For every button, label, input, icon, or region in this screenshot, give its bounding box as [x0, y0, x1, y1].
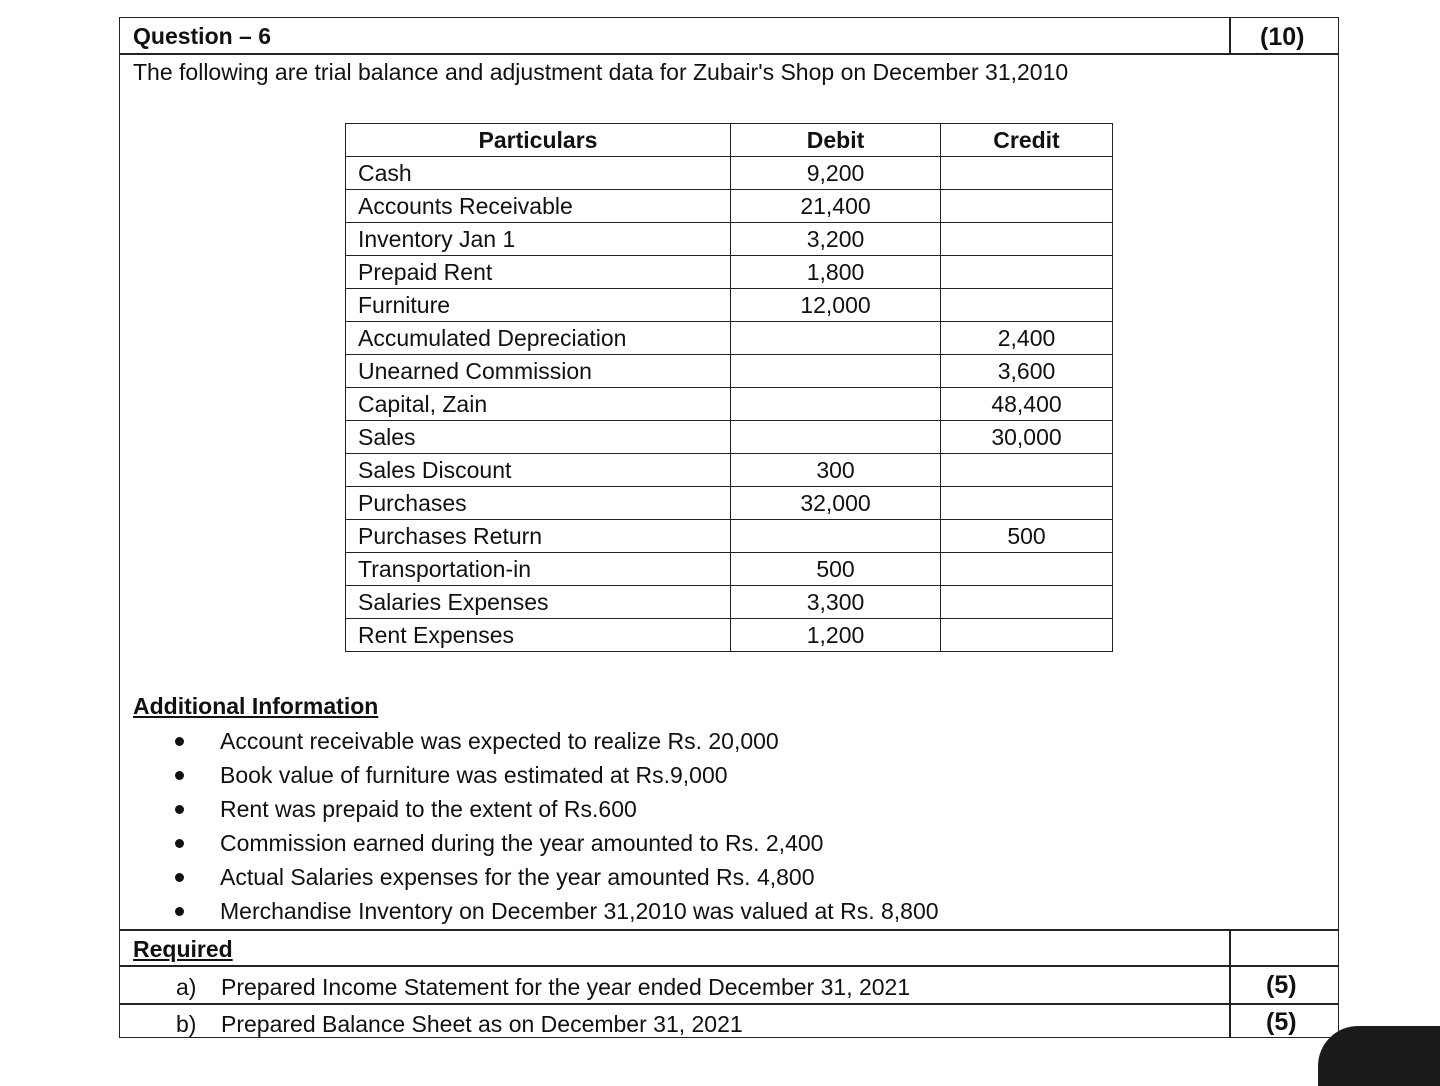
required-marks: (5): [1266, 971, 1297, 999]
particulars-cell: Accounts Receivable: [346, 190, 731, 223]
credit-cell: [941, 289, 1113, 322]
particulars-cell: Sales: [346, 421, 731, 454]
question-marks: (10): [1260, 23, 1305, 51]
credit-cell: [941, 553, 1113, 586]
table-row: [346, 388, 1113, 421]
credit-cell: [941, 157, 1113, 190]
list-item-text: Book value of furniture was estimated at Rs.9,000: [220, 762, 728, 788]
table-row: [346, 256, 1113, 289]
debit-cell: [731, 421, 941, 454]
required-text: Prepared Income Statement for the year ended December 31, 2021: [221, 974, 911, 1000]
question-title: Question – 6: [133, 23, 272, 49]
list-item: [150, 828, 939, 862]
credit-cell: [941, 619, 1113, 652]
list-item-text: Rent was prepaid to the extent of Rs.600: [220, 796, 637, 822]
particulars-cell: Capital, Zain: [346, 388, 731, 421]
debit-cell: 3,200: [731, 223, 941, 256]
debit-cell: 32,000: [731, 487, 941, 520]
credit-cell: 48,400: [941, 388, 1113, 421]
table-row: [346, 619, 1113, 652]
list-item: [150, 794, 939, 828]
debit-cell: [731, 355, 941, 388]
table-row: [346, 355, 1113, 388]
table-row: [346, 487, 1113, 520]
list-item-text: Account receivable was expected to realize Rs. 20,000: [220, 728, 779, 754]
table-row: [346, 553, 1113, 586]
bullet-icon: [175, 805, 184, 814]
debit-cell: 500: [731, 553, 941, 586]
credit-cell: [941, 454, 1113, 487]
table-row: [346, 454, 1113, 487]
particulars-cell: Unearned Commission: [346, 355, 731, 388]
particulars-cell: Accumulated Depreciation: [346, 322, 731, 355]
bullet-icon: [175, 907, 184, 916]
table-row: [346, 157, 1113, 190]
list-item: [150, 896, 939, 930]
credit-cell: [941, 190, 1113, 223]
bullet-icon: [175, 873, 184, 882]
column-header-credit: Credit: [941, 124, 1113, 157]
table-row: [346, 190, 1113, 223]
particulars-cell: Prepaid Rent: [346, 256, 731, 289]
debit-cell: [731, 322, 941, 355]
particulars-cell: Rent Expenses: [346, 619, 731, 652]
table-row: [346, 289, 1113, 322]
debit-cell: 300: [731, 454, 941, 487]
table-row: [346, 223, 1113, 256]
particulars-cell: Cash: [346, 157, 731, 190]
particulars-cell: Sales Discount: [346, 454, 731, 487]
debit-cell: [731, 520, 941, 553]
table-row: [346, 520, 1113, 553]
table-row: [346, 421, 1113, 454]
credit-cell: [941, 487, 1113, 520]
table-row: [346, 586, 1113, 619]
list-item: [150, 862, 939, 896]
list-item-text: Commission earned during the year amounted to Rs. 2,400: [220, 830, 824, 856]
corner-overlay: [1318, 1026, 1440, 1086]
required-title-divider: [119, 965, 1339, 967]
particulars-cell: Purchases Return: [346, 520, 731, 553]
trial-balance-table: [345, 123, 1113, 652]
particulars-cell: Salaries Expenses: [346, 586, 731, 619]
debit-cell: 3,300: [731, 586, 941, 619]
debit-cell: 21,400: [731, 190, 941, 223]
question-intro: The following are trial balance and adjustment data for Zubair's Shop on December 31,2010: [133, 59, 1069, 85]
additional-info-title: Additional Information: [133, 693, 379, 719]
debit-cell: 12,000: [731, 289, 941, 322]
required-text: Prepared Balance Sheet as on December 31, 2021: [221, 1011, 743, 1037]
required-marks: (5): [1266, 1008, 1297, 1036]
list-item-text: Actual Salaries expenses for the year amounted Rs. 4,800: [220, 864, 815, 890]
required-row-divider: [119, 1003, 1339, 1005]
particulars-cell: Furniture: [346, 289, 731, 322]
debit-cell: 1,800: [731, 256, 941, 289]
list-item-text: Merchandise Inventory on December 31,2010 was valued at Rs. 8,800: [220, 898, 939, 924]
column-header-particulars: Particulars: [346, 124, 731, 157]
header-divider: [119, 53, 1339, 55]
credit-cell: [941, 586, 1113, 619]
bullet-icon: [175, 771, 184, 780]
bullet-icon: [175, 737, 184, 746]
additional-info-list: [150, 726, 939, 930]
required-top-divider: [119, 929, 1339, 931]
credit-cell: 3,600: [941, 355, 1113, 388]
debit-cell: 1,200: [731, 619, 941, 652]
required-letter: a): [176, 974, 197, 1000]
credit-cell: [941, 256, 1113, 289]
particulars-cell: Transportation-in: [346, 553, 731, 586]
table-row: [346, 322, 1113, 355]
list-item: [150, 726, 939, 760]
particulars-cell: Purchases: [346, 487, 731, 520]
required-marks-divider: [1229, 929, 1231, 1038]
list-item: [150, 760, 939, 794]
credit-cell: 30,000: [941, 421, 1113, 454]
credit-cell: 2,400: [941, 322, 1113, 355]
marks-divider-top: [1229, 17, 1231, 54]
debit-cell: 9,200: [731, 157, 941, 190]
required-title: Required: [133, 936, 233, 962]
bullet-icon: [175, 839, 184, 848]
required-letter: b): [176, 1011, 197, 1037]
debit-cell: [731, 388, 941, 421]
credit-cell: [941, 223, 1113, 256]
particulars-cell: Inventory Jan 1: [346, 223, 731, 256]
column-header-debit: Debit: [731, 124, 941, 157]
credit-cell: 500: [941, 520, 1113, 553]
table-header-row: [346, 124, 1113, 157]
